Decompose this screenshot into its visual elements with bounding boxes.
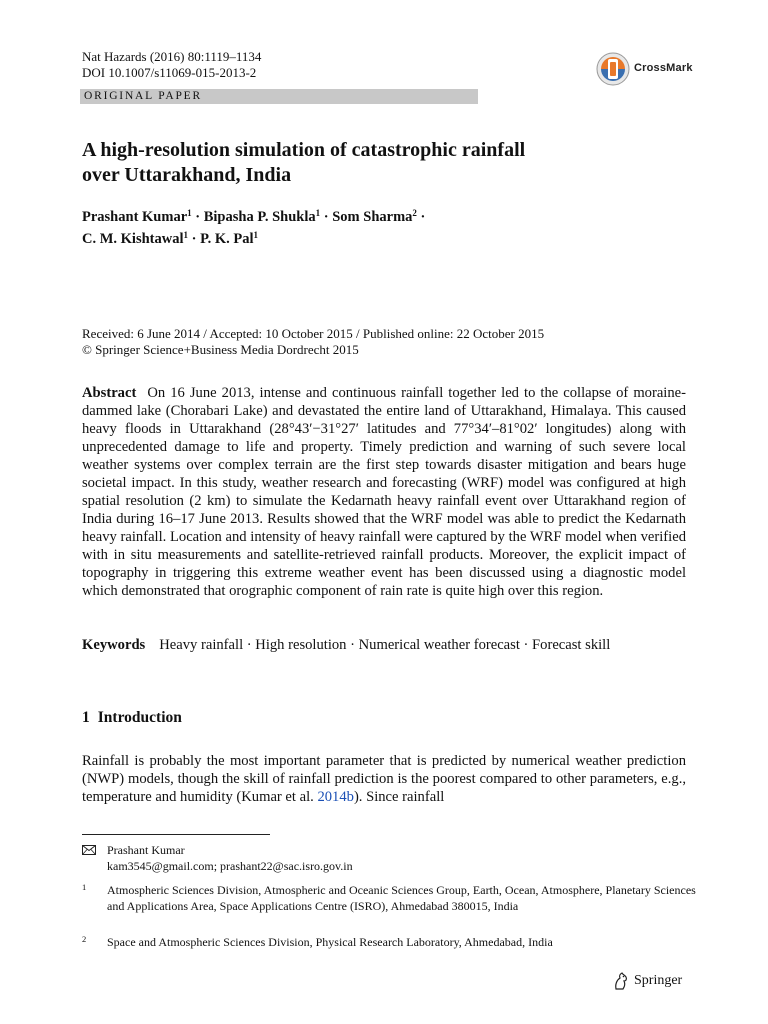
intro-text: Rainfall is probably the most important parameter that is predicted by numerical weather prediction (NWP) models, though the skill of rainfall prediction is the poorest compared to other parameters, e.g., temperature and humidity (Kumar et al. xyxy=(82,753,686,805)
author-list xyxy=(82,206,682,250)
journal-citation xyxy=(82,49,261,81)
intro-text-end: ). Since rainfall xyxy=(353,789,445,805)
author-name[interactable]: Prashant Kumar xyxy=(82,209,188,225)
title-line-2: over Uttarakhand, India xyxy=(82,164,292,186)
title-line-1: A high-resolution simulation of catastrophic rainfall xyxy=(82,139,526,161)
doi-line: DOI 10.1007/s11069-015-2013-2 xyxy=(82,65,257,80)
section-heading xyxy=(82,709,182,727)
footnote-divider xyxy=(82,834,270,835)
footnote-number: 1 xyxy=(82,882,87,892)
copyright-line: © Springer Science+Business Media Dordrecht 2015 xyxy=(82,342,359,357)
authors-line-1 xyxy=(82,206,682,228)
publisher-name: Springer xyxy=(634,973,683,988)
footnote-number: 2 xyxy=(82,934,87,944)
crossmark-label: CrossMark xyxy=(634,62,693,74)
author-affiliation-mark: 1 xyxy=(183,230,188,240)
section-title: Introduction xyxy=(97,709,182,726)
abstract xyxy=(82,384,686,600)
crossmark-icon xyxy=(596,52,630,86)
author-separator: · xyxy=(320,209,333,225)
author-separator: · xyxy=(188,231,201,247)
keywords-label: Keywords xyxy=(82,637,146,653)
author-separator: · xyxy=(416,209,426,225)
article-type-banner xyxy=(80,89,478,104)
authors-line-2 xyxy=(82,228,682,250)
corresponding-emails[interactable]: kam3545@gmail.com; prashant22@sac.isro.gov.in xyxy=(107,859,353,873)
footnote-text: Space and Atmospheric Sciences Division, Physical Research Laboratory, Ahmedabad, India xyxy=(107,935,553,949)
abstract-text: On 16 June 2013, intense and continuous rainfall together led to the collapse of moraine-dammed lake (Chorabari Lake) and devastated the entire land of Uttarakhand, Himalaya. This caused heavy floods in Uttarakhand (28°43′−31°27′ latitudes and 77°34′–81°02′ longitudes) along with unprecedented damage to life and property. Timely prediction and warning of such severe local weather systems over complex terrain are the first step towards disaster mitigation and bears huge societal impact. In this study, weather research and forecasting (WRF) model was configured at high spatial resolution (2 km) to simulate the Kedarnath heavy rainfall event over Uttarakhand region of India during 16–17 June 2013. Results showed that the WRF model was able to predict the Kedarnath heavy rainfall. Location and intensity of heavy rainfall were captured by the WRF model when verified with in situ measurements and satellite-retrieved rainfall products. Moreover, the explicit impact of topography in triggering this extreme weather event has been discussed using a diagnostic model which demonstrated that orographic component of rain rate is quite high over this region. xyxy=(82,385,686,599)
publisher-logo xyxy=(612,971,702,993)
footnote-text: Atmospheric Sciences Division, Atmospheric and Oceanic Sciences Group, Earth, Ocean, Atmosphere, Planetary Sciences and Applications Area, Space Applications Centre (ISRO), Ahmedabad 380015, India xyxy=(107,883,696,913)
keywords xyxy=(82,636,702,654)
author-affiliation-mark: 1 xyxy=(187,208,192,218)
paper-title xyxy=(82,138,682,188)
journal-line: Nat Hazards (2016) 80:1119–1134 xyxy=(82,49,262,64)
citation-link[interactable]: 2014b xyxy=(317,789,354,805)
author-name[interactable]: C. M. Kishtawal xyxy=(82,231,184,247)
received-accepted-line: Received: 6 June 2014 / Accepted: 10 October 2015 / Published online: 22 October 2015 xyxy=(82,326,545,341)
author-name[interactable]: P. K. Pal xyxy=(200,231,254,247)
abstract-label: Abstract xyxy=(82,385,137,401)
author-name[interactable]: Som Sharma xyxy=(332,209,413,225)
envelope-icon xyxy=(82,845,96,855)
introduction-paragraph xyxy=(82,752,686,806)
section-number: 1 xyxy=(82,709,90,726)
author-affiliation-mark: 2 xyxy=(412,208,417,218)
author-affiliation-mark: 1 xyxy=(315,208,321,218)
corresponding-name: Prashant Kumar xyxy=(107,843,185,857)
springer-horse-icon xyxy=(612,971,630,991)
author-affiliation-mark: 1 xyxy=(253,230,259,240)
article-type-label: ORIGINAL PAPER xyxy=(84,90,202,102)
author-separator: · xyxy=(191,209,204,225)
keywords-text: Heavy rainfall · High resolution · Numerical weather forecast · Forecast skill xyxy=(159,637,611,653)
author-name[interactable]: Bipasha P. Shukla xyxy=(203,209,316,225)
crossmark-badge[interactable] xyxy=(596,52,692,88)
publication-dates xyxy=(82,326,702,358)
